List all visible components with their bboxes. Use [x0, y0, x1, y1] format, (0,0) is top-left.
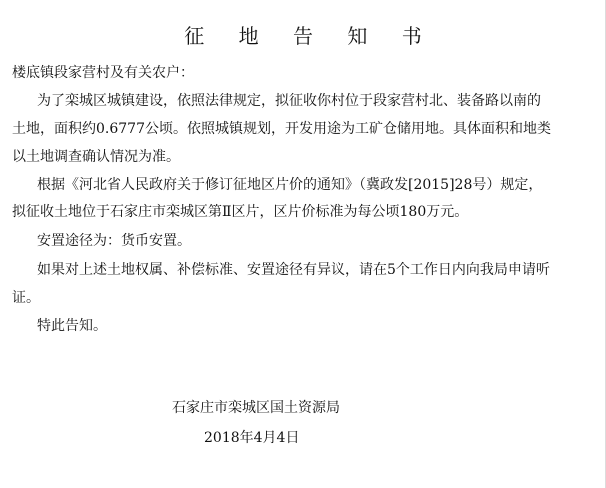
- signature-organization: 石家庄市栾城区国土资源局: [172, 400, 340, 416]
- paragraph-line: 证。: [12, 290, 40, 306]
- paragraph-line: 安置途径为：货币安置。: [37, 233, 191, 249]
- paragraph-line: 根据《河北省人民政府关于修订征地区片价的通知》（冀政发[2015]28号）规定，: [37, 177, 543, 193]
- paragraph-line: 以土地调查确认情况为准。: [12, 149, 180, 165]
- paragraph-line: 为了栾城区城镇建设，依照法律规定，拟征收你村位于段家营村北、装备路以南的: [37, 93, 541, 109]
- paragraph-line: 土地，面积约0.6777公顷。依照城镇规划，开发用途为工矿仓储用地。具体面积和地类: [12, 121, 551, 137]
- document-title: 征 地 告 知 书: [184, 24, 436, 48]
- salutation: 楼底镇段家营村及有关农户：: [12, 65, 194, 81]
- signature-date: 2018年4月4日: [204, 430, 300, 446]
- closing-line: 特此告知。: [37, 318, 107, 334]
- paragraph-line: 拟征收土地位于石家庄市栾城区第Ⅱ区片，区片价标准为每公顷180万元。: [12, 204, 469, 220]
- paragraph-line: 如果对上述土地权属、补偿标准、安置途径有异议，请在5个工作日内向我局申请听: [37, 262, 550, 278]
